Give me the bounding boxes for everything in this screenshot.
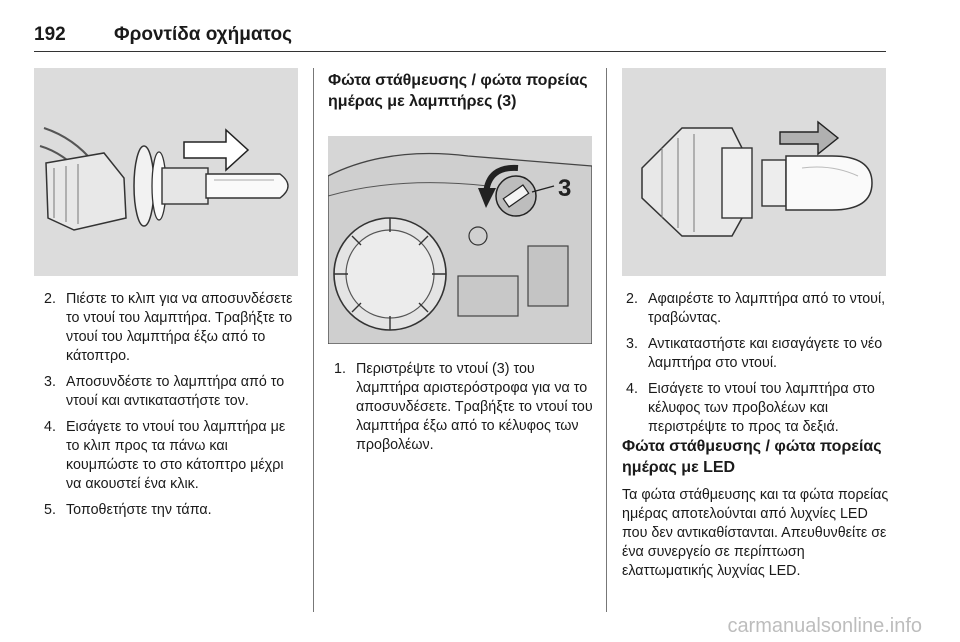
step-number: 5. — [44, 502, 56, 518]
list-item — [44, 373, 302, 411]
steps-list-col1 — [44, 290, 302, 527]
list-item — [626, 290, 896, 328]
page-title: Φροντίδα οχήματος — [114, 24, 292, 45]
page-number: 192 — [34, 24, 66, 45]
step-text: Αποσυνδέστε το λαμπτήρα από το ντουί και αντικαταστήστε τον. — [66, 374, 285, 409]
step-number: 3. — [44, 374, 56, 390]
page-header — [34, 22, 886, 52]
step-text: Εισάγετε το ντουί του λαμπτήρα με το κλιπ προς τα πάνω και κουμπώστε το στο κάτοπτρο μέχρι να ακουστεί ένα κλικ. — [66, 419, 286, 492]
column-divider — [313, 68, 314, 612]
step-number: 3. — [626, 336, 638, 352]
headlamp-illustration — [328, 136, 592, 344]
step-number: 4. — [44, 419, 56, 435]
steps-list-col3 — [626, 290, 896, 444]
figure-wedge-bulb — [622, 68, 886, 276]
watermark: carmanualsonline.info — [727, 615, 922, 637]
step-number: 1. — [334, 361, 346, 377]
step-text: Τοποθετήστε την τάπα. — [66, 502, 212, 518]
bulb-holder-illustration — [34, 68, 298, 276]
list-item — [334, 360, 596, 455]
wedge-bulb-illustration — [622, 68, 886, 276]
callout-number: 3 — [558, 175, 572, 202]
step-number: 2. — [44, 291, 56, 307]
column-divider — [606, 68, 607, 612]
step-text: Πιέστε το κλιπ για να αποσυνδέσετε το ντουί του λαμπτήρα. Τραβήξτε το ντουί του λαμπτήρα έξω από το κάτοπτρο. — [66, 291, 293, 364]
step-text: Εισάγετε το ντουί του λαμπτήρα στο κέλυφος των προβολέων και περιστρέψτε το προς τα δεξιά. — [648, 381, 875, 435]
list-item — [626, 335, 896, 373]
list-item — [626, 380, 896, 437]
figure-bulb-holder — [34, 68, 298, 276]
list-item — [44, 418, 302, 494]
step-text: Αφαιρέστε το λαμπτήρα από το ντουί, τραβώντας. — [648, 291, 886, 326]
step-number: 4. — [626, 381, 638, 397]
list-item — [44, 501, 302, 520]
step-number: 2. — [626, 291, 638, 307]
figure-headlamp-housing — [328, 136, 592, 344]
section-paragraph: Τα φώτα στάθμευσης και τα φώτα πορείας ημέρας αποτελούνται από λυχνίες LED που δεν αντικαθίστανται. Απευθυνθείτε σε ένα συνεργείο σε περίπτωση ελαττωματικής λυχνίας LED. — [622, 487, 889, 579]
steps-list-col2 — [334, 360, 596, 462]
section-heading: Φώτα στάθμευσης / φώτα πορείας ημέρας με LED — [622, 438, 882, 476]
list-item — [44, 290, 302, 366]
section-heading: Φώτα στάθμευσης / φώτα πορείας ημέρας με λαμπτήρες (3) — [328, 72, 588, 110]
step-text: Αντικαταστήστε και εισαγάγετε το νέο λαμπτήρα στο ντουί. — [648, 336, 883, 371]
step-text: Περιστρέψτε το ντουί (3) του λαμπτήρα αριστερόστροφα για να το αποσυνδέσετε. Τραβήξτε το ντουί του λαμπτήρα έξω από το κέλυφος των προβολέων. — [356, 361, 593, 453]
